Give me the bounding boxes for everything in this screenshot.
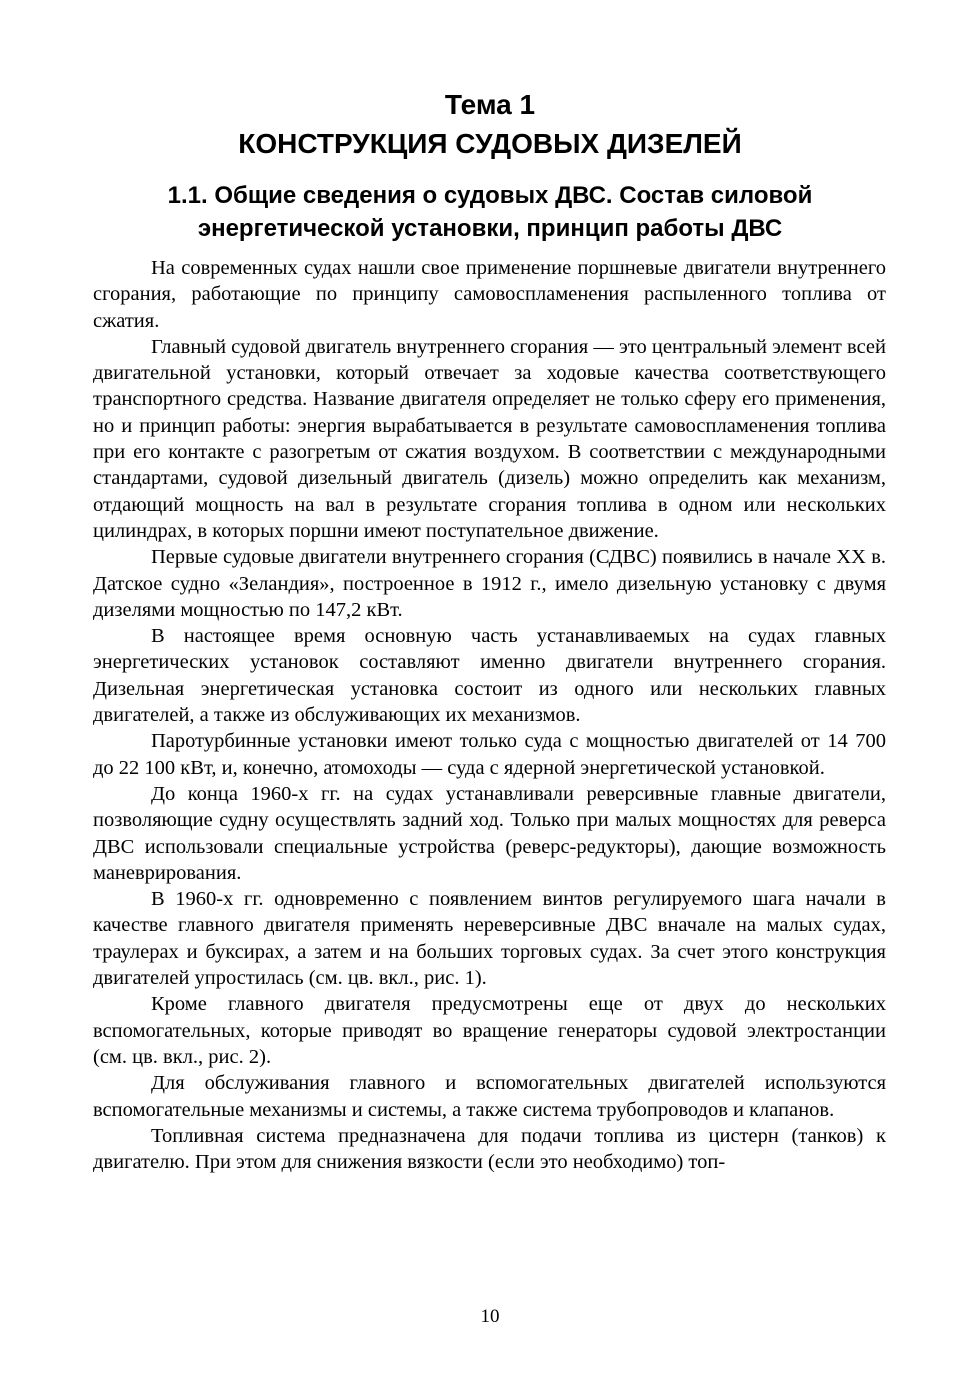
chapter-title: КОНСТРУКЦИЯ СУДОВЫХ ДИЗЕЛЕЙ <box>238 128 742 159</box>
paragraph-5: Паротурбинные установки имеют только суда с мощностью двигателей от 14 700 до 22 100 кВт, и, конечно, атомоходы — суда с ядерной энергетической установкой. <box>93 730 886 779</box>
page-number: 10 <box>480 1306 500 1327</box>
paragraph-3: Первые судовые двигатели внутреннего сгорания (СДВС) появились в начале XX в. Датское судно «Зеландия», построенное в 1912 г., имело дизельную установку с двумя дизелями мощностью по 147,2 кВт. <box>93 546 886 621</box>
section-title: 1.1. Общие сведения о судовых ДВС. Состав силовой энергетической установки, принцип работы ДВС <box>167 182 813 242</box>
paragraph-1: На современных судах нашли свое применение поршневые двигатели внутреннего сгорания, работающие по принципу самовоспламенения распыленного топлива от сжатия. <box>93 257 886 332</box>
paragraph-10: Топливная система предназначена для подачи топлива из цистерн (танков) к двигателю. При этом для снижения вязкости (если это необходимо) топ- <box>93 1124 886 1174</box>
paragraph-4: В настоящее время основную часть устанавливаемых на судах главных энергетических установок составляют именно двигатели внутреннего сгорания. Дизельная энергетическая установка состоит из одного или нескольких главных двигателей, а также из обслуживающих их механизмов. <box>93 625 886 727</box>
paragraph-7: В 1960-х гг. одновременно с появлением винтов регулируемого шага начали в качестве главного двигателя применять нереверсивные ДВС вначале на малых судах, траулерах и буксирах, а затем и на больших торговых судах. За счет этого конструкция двигателей упростилась (см. цв. вкл., рис. 1). <box>93 888 886 990</box>
paragraph-6: До конца 1960-х гг. на судах устанавливали реверсивные главные двигатели, позволяющие судну осуществлять задний ход. Только при малых мощностях для реверса ДВС использовали специальные устройства (реверс-редукторы), дающие возможность маневрирования. <box>93 782 886 884</box>
paragraph-9: Для обслуживания главного и вспомогательных двигателей используются вспомогательные механизмы и системы, а также система трубопроводов и клапанов. <box>93 1072 886 1121</box>
paragraph-8: Кроме главного двигателя предусмотрены еще от двух до нескольких вспомогательных, которые приводят во вращение генераторы судовой электростанции (см. цв. вкл., рис. 2). <box>93 993 886 1068</box>
body-text <box>93 255 886 1175</box>
topic-label: Тема 1 <box>444 89 536 120</box>
paragraph-2: Главный судовой двигатель внутреннего сгорания — это центральный элемент всей двигательной установки, который отвечает за ходовые качества соответствующего транспортного средства. Название двигателя определяет не только сферу его применения, но и принцип работы: энергия вырабатывается в результате самовоспламенения топлива при его контакте с разогретым от сжатия воздухом. В соответствии с международными стандартами, судовой дизельный двигатель (дизель) можно определить как механизм, отдающий мощность на вал в результате сгорания топлива в одном или нескольких цилиндрах, в которых поршни имеют поступательное движение. <box>93 335 886 542</box>
